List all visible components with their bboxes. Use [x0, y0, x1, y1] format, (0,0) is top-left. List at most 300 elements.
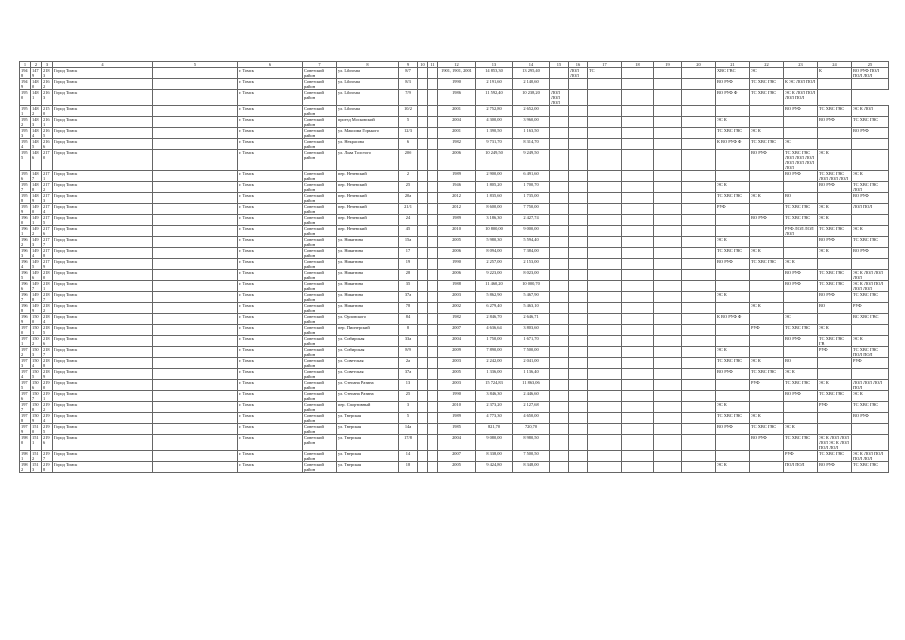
table-cell: 2170	[42, 150, 53, 171]
table-cell	[418, 237, 428, 248]
table-cell: г. Томск	[238, 193, 303, 204]
table-row	[20, 171, 889, 182]
table-cell	[682, 171, 716, 182]
table-cell	[622, 424, 654, 435]
table-cell	[654, 314, 682, 325]
table-cell	[654, 270, 682, 281]
table-cell	[569, 259, 588, 270]
table-cell	[654, 424, 682, 435]
table-cell: 4 300,00	[476, 117, 513, 128]
table-cell: 1485	[31, 139, 42, 150]
table-cell	[153, 193, 238, 204]
table-cell	[622, 117, 654, 128]
table-cell: 1503	[31, 347, 42, 358]
table-cell	[588, 270, 622, 281]
table-cell: 1950	[20, 90, 31, 106]
table-cell: Советский район	[303, 128, 337, 139]
table-cell: 1 336,00	[476, 369, 513, 380]
table-cell: ЭС К ЛОЛ ЛОЛ ЛОЛ ЭС К ЛОЛ ПОЛ ЛОЛ	[818, 435, 852, 451]
table-cell	[682, 139, 716, 150]
table-cell	[418, 226, 428, 237]
table-cell	[682, 182, 716, 193]
table-cell	[550, 150, 569, 171]
table-cell: 21/1	[399, 204, 418, 215]
table-cell	[153, 79, 238, 90]
table-cell: 1 671,70	[513, 336, 550, 347]
table-cell	[418, 150, 428, 171]
table-cell: ул. Советская	[337, 358, 399, 369]
table-cell: ЭС К	[784, 259, 818, 270]
table-cell: 2006	[438, 248, 476, 259]
table-cell	[428, 413, 438, 424]
table-cell: ул. Никитина	[337, 292, 399, 303]
table-cell	[852, 435, 889, 451]
table-cell: Советский район	[303, 248, 337, 259]
table-cell: Советский район	[303, 90, 337, 106]
table-cell: 11 863,06	[513, 380, 550, 391]
table-cell: 10 000,70	[513, 281, 550, 292]
table-cell	[852, 369, 889, 380]
table-cell: 2005	[438, 369, 476, 380]
table-cell: г. Томск	[238, 248, 303, 259]
table-cell: Город Томск	[53, 193, 153, 204]
table-cell	[428, 215, 438, 226]
table-cell: ВО РУФ	[784, 270, 818, 281]
table-cell: 9 000,00	[513, 226, 550, 237]
table-cell: 19	[399, 259, 418, 270]
table-cell	[588, 314, 622, 325]
table-cell: ВО РУФ	[750, 435, 784, 451]
table-cell: ТС ХВС ГВС ЛОЛ ЛОЛ ЛОЛ	[818, 171, 852, 182]
table-cell: 1512	[31, 451, 42, 462]
table-cell: 4 773,30	[476, 413, 513, 424]
table-cell: 1963	[20, 248, 31, 259]
table-cell	[550, 117, 569, 128]
table-cell: ЭС К	[852, 336, 889, 347]
table-cell: ЭС К	[784, 369, 818, 380]
table-cell: 2187	[42, 347, 53, 358]
table-cell: РУФ	[750, 325, 784, 336]
table-cell: Советский район	[303, 204, 337, 215]
table-cell: 5 594,40	[513, 237, 550, 248]
table-cell: 1483	[31, 117, 42, 128]
table-cell: 2006	[438, 270, 476, 281]
table-cell: ВО РУФ	[750, 150, 784, 171]
table-cell	[682, 150, 716, 171]
table-cell	[153, 358, 238, 369]
table-cell: пер. Нечевский	[337, 204, 399, 215]
table-cell: г. Томск	[238, 79, 303, 90]
table-cell: 2163	[42, 90, 53, 106]
table-cell: РУФ ЛОЛ ЛОЛ ЛОЛ	[784, 226, 818, 237]
table-cell: Советский район	[303, 358, 337, 369]
table-cell	[569, 451, 588, 462]
table-cell	[682, 237, 716, 248]
table-cell	[418, 281, 428, 292]
table-cell: г. Томск	[238, 171, 303, 182]
table-cell: г. Томск	[238, 270, 303, 281]
table-cell: 2003	[438, 380, 476, 391]
table-cell: ул. Тверская	[337, 424, 399, 435]
table-cell	[622, 68, 654, 79]
table-cell	[622, 193, 654, 204]
table-cell: 1974	[20, 369, 31, 380]
table-cell	[682, 413, 716, 424]
table-cell: ул. Никитина	[337, 270, 399, 281]
table-cell	[153, 292, 238, 303]
table-cell	[418, 79, 428, 90]
table-cell	[418, 325, 428, 336]
table-cell: Город Томск	[53, 358, 153, 369]
table-cell: г. Томск	[238, 204, 303, 215]
table-cell: ВО РУФ	[784, 391, 818, 402]
table-row	[20, 204, 889, 215]
table-cell	[784, 182, 818, 193]
table-cell: ул. Сибирская	[337, 347, 399, 358]
table-cell	[682, 292, 716, 303]
table-cell	[682, 226, 716, 237]
table-cell	[682, 336, 716, 347]
table-cell	[550, 193, 569, 204]
table-cell: ТС	[588, 68, 622, 79]
table-cell	[428, 336, 438, 347]
table-cell	[716, 281, 750, 292]
table-cell: 1511	[31, 435, 42, 451]
table-cell	[550, 215, 569, 226]
table-cell	[750, 117, 784, 128]
table-cell: 1982	[438, 139, 476, 150]
table-cell	[428, 150, 438, 171]
table-cell	[418, 347, 428, 358]
column-number-header: 4	[53, 62, 153, 68]
table-cell: 8 600,00	[476, 204, 513, 215]
table-cell	[428, 435, 438, 451]
table-cell	[654, 79, 682, 90]
table-cell: ТС ХВС ГВС	[784, 380, 818, 391]
table-cell	[588, 226, 622, 237]
table-cell: ВО	[784, 358, 818, 369]
table-cell: Советский район	[303, 413, 337, 424]
table-cell: К ВО РУФ Ф	[716, 314, 750, 325]
table-cell: 1948	[20, 68, 31, 79]
table-row	[20, 215, 889, 226]
table-cell: ул. Советская	[337, 369, 399, 380]
table-cell: ул. Никитина	[337, 248, 399, 259]
table-cell	[622, 259, 654, 270]
table-cell: г. Томск	[238, 226, 303, 237]
table-cell: 17	[399, 248, 418, 259]
table-cell	[153, 325, 238, 336]
table-cell	[418, 139, 428, 150]
table-cell: 2198	[42, 462, 53, 473]
table-cell: Советский район	[303, 336, 337, 347]
table-cell	[716, 451, 750, 462]
table-cell: 2188	[42, 358, 53, 369]
table-cell: Советский район	[303, 117, 337, 128]
table-cell: 8	[399, 325, 418, 336]
table-row	[20, 303, 889, 314]
table-cell	[716, 215, 750, 226]
table-cell: 2176	[42, 226, 53, 237]
table-cell	[569, 193, 588, 204]
column-number-header: 12	[438, 62, 476, 68]
table-cell: 1490	[31, 204, 42, 215]
table-cell	[622, 358, 654, 369]
table-cell: 2195	[42, 424, 53, 435]
table-cell: 1510	[31, 424, 42, 435]
table-cell: 1975	[20, 380, 31, 391]
table-cell	[682, 106, 716, 117]
table-cell	[550, 413, 569, 424]
column-number-header: 21	[716, 62, 750, 68]
table-cell: 2001	[438, 128, 476, 139]
table-cell: 7 500,00	[513, 347, 550, 358]
table-cell: 1964	[20, 259, 31, 270]
column-number-header: 6	[238, 62, 303, 68]
table-cell	[569, 237, 588, 248]
table-cell	[750, 347, 784, 358]
table-cell: 1508	[31, 402, 42, 413]
table-cell: 1 390,50	[476, 128, 513, 139]
column-number-header: 10	[418, 62, 428, 68]
column-number-header: 13	[476, 62, 513, 68]
table-cell	[682, 281, 716, 292]
table-cell	[428, 358, 438, 369]
table-cell: 2165	[42, 128, 53, 139]
table-cell	[852, 215, 889, 226]
table-cell	[682, 451, 716, 462]
table-cell	[588, 435, 622, 451]
table-cell: Советский район	[303, 171, 337, 182]
table-cell: г. Томск	[238, 314, 303, 325]
table-row	[20, 451, 889, 462]
table-cell: г. Томск	[238, 380, 303, 391]
table-cell	[153, 90, 238, 106]
table-cell: 4 650,00	[513, 413, 550, 424]
table-cell: ТС ХВС ГВС ГВ	[818, 336, 852, 347]
table-cell: ВО РУФ	[818, 117, 852, 128]
table-cell: 37а	[399, 292, 418, 303]
table-cell: 9 731,70	[476, 139, 513, 150]
table-cell: Советский район	[303, 347, 337, 358]
table-cell	[622, 413, 654, 424]
table-cell: РУФ	[818, 402, 852, 413]
table-cell: 1 735,00	[513, 193, 550, 204]
table-cell	[153, 369, 238, 380]
table-cell	[428, 79, 438, 90]
table-cell: РУФ	[852, 358, 889, 369]
table-cell: ул. Орловского	[337, 314, 399, 325]
table-cell: 2 427,74	[513, 215, 550, 226]
column-number-header: 22	[750, 62, 784, 68]
table-cell: ТС ХВС ГВС	[852, 462, 889, 473]
table-cell: 1509	[31, 413, 42, 424]
table-cell	[682, 79, 716, 90]
table-cell: Советский район	[303, 182, 337, 193]
table-cell: 1973	[20, 358, 31, 369]
table-cell: 8/9	[399, 347, 418, 358]
table-cell: ТС ХВС ГВС	[784, 325, 818, 336]
table-cell: ТС ХВС ГВС	[852, 117, 889, 128]
table-cell	[418, 391, 428, 402]
table-cell: ТС ХВС ГВС	[750, 424, 784, 435]
table-cell	[153, 226, 238, 237]
table-cell: ВО	[784, 193, 818, 204]
table-cell: 8 023,00	[513, 270, 550, 281]
table-cell	[550, 270, 569, 281]
table-cell	[622, 281, 654, 292]
table-cell: ТС ХВС ГВС	[716, 358, 750, 369]
table-cell	[569, 150, 588, 171]
table-cell: 18	[399, 462, 418, 473]
table-cell: 2007	[438, 325, 476, 336]
table-cell	[428, 248, 438, 259]
table-cell: Советский район	[303, 451, 337, 462]
table-cell: 1968	[20, 303, 31, 314]
table-cell: К ЭС ЛОЛ ПОЛ	[784, 79, 818, 90]
table-cell: 8 094,00	[476, 248, 513, 259]
table-cell: 2173	[42, 193, 53, 204]
table-cell: 2171	[42, 171, 53, 182]
table-cell: 1962	[20, 237, 31, 248]
table-cell: ЭС К	[716, 462, 750, 473]
table-cell	[588, 182, 622, 193]
table-cell: пер. Нечевский	[337, 226, 399, 237]
table-row	[20, 270, 889, 281]
table-row	[20, 90, 889, 106]
table-cell: ЭС К ЛОЛ	[852, 106, 889, 117]
table-cell: 2007	[438, 451, 476, 462]
table-cell: ЭС К	[852, 226, 889, 237]
table-cell	[716, 150, 750, 171]
table-cell: Город Томск	[53, 336, 153, 347]
table-row	[20, 128, 889, 139]
table-cell: ул. Librosnа	[337, 90, 399, 106]
table-row	[20, 462, 889, 473]
table-cell	[784, 248, 818, 259]
table-cell	[818, 413, 852, 424]
table-cell: 1960	[20, 215, 31, 226]
table-cell: 84	[399, 314, 418, 325]
table-cell	[784, 402, 818, 413]
column-number-header: 17	[588, 62, 622, 68]
table-cell: ул. Тверская	[337, 451, 399, 462]
table-cell: 1952	[20, 117, 31, 128]
table-cell	[654, 402, 682, 413]
table-cell: Город Томск	[53, 451, 153, 462]
table-cell: 13	[399, 380, 418, 391]
table-cell	[750, 270, 784, 281]
table-cell: ЭС К	[818, 248, 852, 259]
table-cell	[654, 90, 682, 106]
table-cell	[418, 424, 428, 435]
table-cell	[569, 435, 588, 451]
table-cell	[418, 369, 428, 380]
table-cell: ВО РУФ	[852, 193, 889, 204]
table-cell	[750, 391, 784, 402]
table-cell	[818, 128, 852, 139]
table-cell	[428, 171, 438, 182]
table-cell: 1982	[20, 462, 31, 473]
table-cell: Город Томск	[53, 270, 153, 281]
table-cell	[569, 336, 588, 347]
table-cell	[716, 171, 750, 182]
table-cell	[550, 292, 569, 303]
table-cell: 2150	[42, 106, 53, 117]
table-cell: Город Томск	[53, 325, 153, 336]
table-cell: ЭС К	[750, 193, 784, 204]
table-cell: Советский район	[303, 79, 337, 90]
table-cell: 1482	[31, 106, 42, 117]
column-number-header: 18	[622, 62, 654, 68]
column-number-header: 7	[303, 62, 337, 68]
table-cell: 2 752,80	[476, 106, 513, 117]
table-cell: 1985	[438, 424, 476, 435]
table-cell: 20б	[399, 150, 418, 171]
table-cell: 7/9	[399, 90, 418, 106]
table-cell	[153, 314, 238, 325]
table-cell	[682, 128, 716, 139]
table-row	[20, 281, 889, 292]
table-cell	[622, 347, 654, 358]
table-cell: проезд Московский	[337, 117, 399, 128]
table-cell	[588, 171, 622, 182]
table-cell: г. Томск	[238, 369, 303, 380]
table-cell: Советский район	[303, 314, 337, 325]
table-cell	[550, 68, 569, 79]
table-cell	[654, 237, 682, 248]
table-cell	[550, 462, 569, 473]
table-cell: 1 805,20	[476, 182, 513, 193]
table-cell	[153, 182, 238, 193]
table-cell	[588, 347, 622, 358]
table-cell	[153, 204, 238, 215]
table-cell: Советский район	[303, 193, 337, 204]
table-cell	[588, 424, 622, 435]
table-cell	[550, 314, 569, 325]
table-cell	[153, 402, 238, 413]
table-cell	[682, 424, 716, 435]
column-number-header: 15	[550, 62, 569, 68]
table-cell	[654, 325, 682, 336]
table-cell: ТС ХВС ГВС	[818, 391, 852, 402]
table-cell	[622, 128, 654, 139]
table-cell	[654, 150, 682, 171]
table-cell: ЭС К	[818, 380, 852, 391]
table-cell: 2012	[438, 193, 476, 204]
table-cell	[654, 292, 682, 303]
table-row	[20, 106, 889, 117]
table-cell	[654, 193, 682, 204]
table-cell	[682, 402, 716, 413]
table-cell: ЭС	[750, 68, 784, 79]
table-cell: 15а	[399, 237, 418, 248]
table-cell	[428, 117, 438, 128]
table-cell: ЛОЛ ПОЛ	[852, 204, 889, 215]
table-cell	[428, 380, 438, 391]
table-cell	[418, 358, 428, 369]
table-cell	[588, 117, 622, 128]
table-cell: ЛОЛ ЛОЛ	[569, 68, 588, 79]
table-cell: Советский район	[303, 424, 337, 435]
table-cell	[153, 215, 238, 226]
table-cell: 720,70	[513, 424, 550, 435]
column-number-header: 5	[153, 62, 238, 68]
table-cell: ЭС К ЛОЛ ПОЛ ПОЛ ЛОЛ	[852, 451, 889, 462]
table-cell	[569, 79, 588, 90]
table-cell	[716, 391, 750, 402]
table-cell: 2182	[42, 303, 53, 314]
